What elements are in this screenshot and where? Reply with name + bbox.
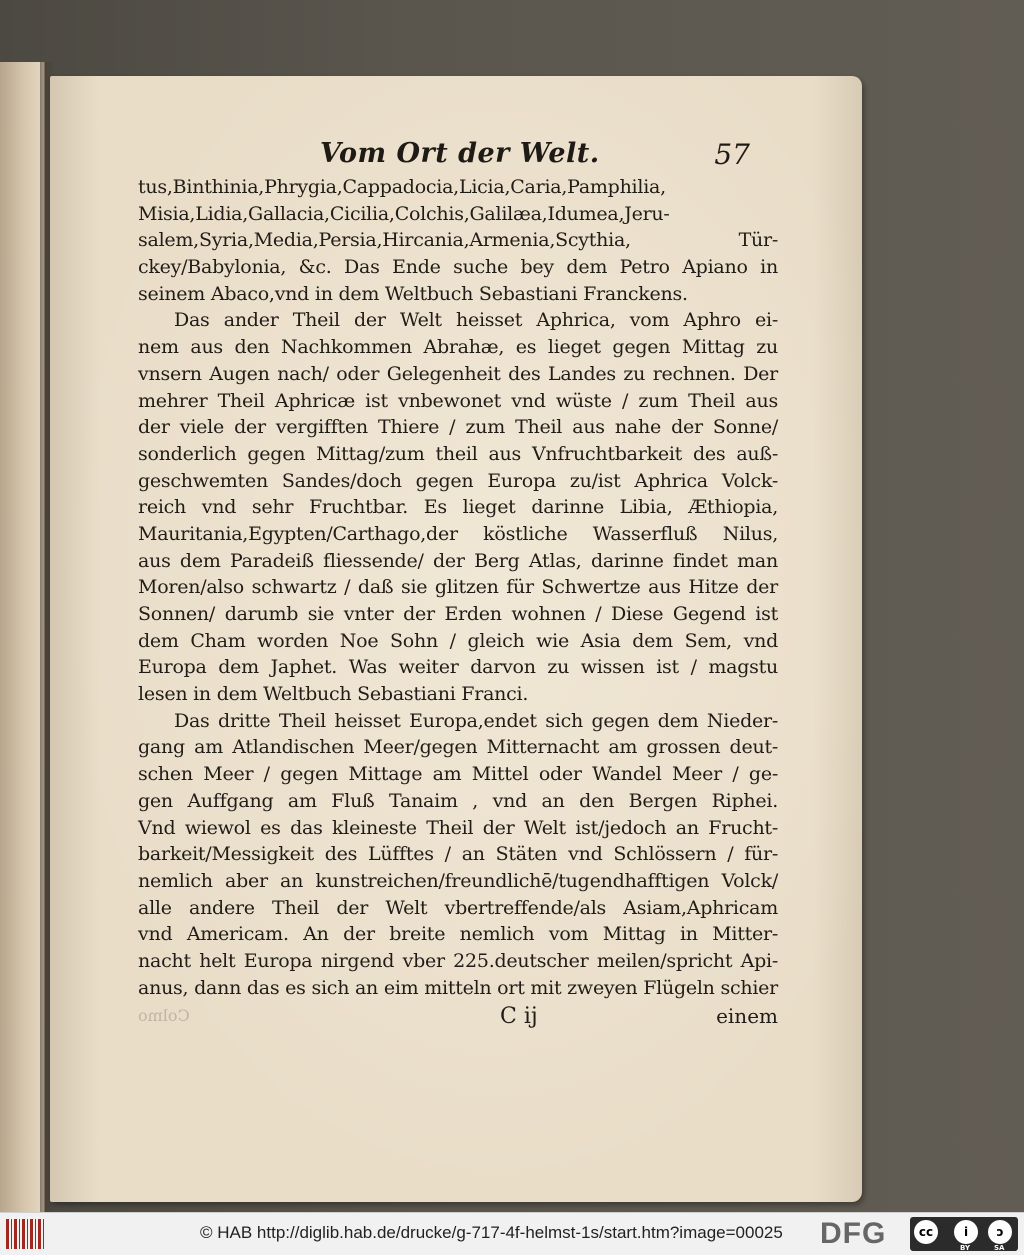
text-line: salem,Syria,Media,Persia,Hircania,Armenia,Scythia, Tür- bbox=[138, 229, 778, 252]
page-footer bbox=[138, 1004, 778, 1034]
text-line: barkeit/Messigkeit des Lüfftes / an Stäten vnd Schlössern / für- bbox=[138, 843, 778, 866]
text-line: ckey/Babylonia, &c. Das Ende suche bey dem Petro Apiano in bbox=[138, 256, 778, 279]
text-line: Misia,Lidia,Gallacia,Cicilia,Colchis,Galilæa,Idumea,Jeru- bbox=[138, 202, 670, 225]
running-title: Vom Ort der Welt. bbox=[320, 138, 600, 169]
text-line: schen Meer / gegen Mittage am Mittel oder Wandel Meer / ge- bbox=[138, 763, 778, 786]
text-line: gen Auffgang am Fluß Tanaim , vnd an den Bergen Riphei. bbox=[138, 789, 778, 812]
text-line: Mauritania,Egypten/Carthago,der köstliche Wasserfluß Nilus, bbox=[138, 522, 778, 545]
by-label: BY bbox=[960, 1244, 971, 1252]
copyright-link[interactable]: © HAB http://diglib.hab.de/drucke/g-717-4f-helmst-1s/start.htm?image=00025 bbox=[200, 1223, 783, 1242]
text-line: seinem Abaco,vnd in dem Weltbuch Sebastiani Franckens. bbox=[138, 282, 688, 305]
scanned-page bbox=[50, 76, 862, 1202]
text-line: sonderlich gegen Mittag/zum theil aus Vnfruchtbarkeit des auß- bbox=[138, 442, 778, 465]
page-body-text bbox=[138, 174, 778, 1001]
previous-page-edge bbox=[0, 62, 45, 1212]
text-line: Europa dem Japhet. Was weiter darvon zu wissen ist / magstu bbox=[138, 656, 778, 679]
by-icon: i bbox=[954, 1220, 978, 1244]
text-line: lesen in dem Weltbuch Sebastiani Franci. bbox=[138, 683, 529, 706]
text-line: nemlich aber an kunstreichen/freundlichē/tugendhafftigen Volck/ bbox=[138, 869, 778, 892]
text-line: der viele der vergifften Thiere / zum Theil aus nahe der Sonne/ bbox=[138, 416, 778, 439]
cc-icon: cc bbox=[914, 1220, 938, 1244]
dfg-logo: DFG bbox=[820, 1217, 887, 1250]
text-line: nacht helt Europa nirgend vber 225.deutscher meilen/spricht Api- bbox=[138, 949, 778, 972]
text-line: tus,Binthinia,Phrygia,Cappadocia,Licia,Caria,Pamphilia, bbox=[138, 176, 666, 198]
text-line: Das dritte Theil heisset Europa,endet sich gegen dem Nieder- bbox=[174, 709, 778, 732]
signature-mark: C ij bbox=[500, 1004, 538, 1029]
text-line: Vnd wiewol es das kleineste Theil der Welt ist/jedoch an Frucht- bbox=[138, 816, 778, 839]
page-number: 57 bbox=[714, 138, 750, 171]
library-logo-icon bbox=[6, 1219, 46, 1249]
text-line: gang am Atlandischen Meer/gegen Mitternacht am grossen deut- bbox=[138, 736, 778, 759]
show-through-text: Colmo bbox=[138, 1006, 190, 1025]
text-line: dem Cham worden Noe Sohn / gleich wie Asia dem Sem, vnd bbox=[138, 629, 778, 652]
text-line: nem aus den Nachkommen Abrahæ, es lieget gegen Mittag zu bbox=[138, 336, 778, 359]
sa-label: SA bbox=[994, 1244, 1005, 1252]
text-line: mehrer Theil Aphricæ ist vnbewonet vnd wüste / zum Theil aus bbox=[138, 389, 778, 412]
text-line: vnsern Augen nach/ oder Gelegenheit des Landes zu rechnen. Der bbox=[138, 362, 778, 385]
text-line: Moren/also schwartz / daß sie glitzen für Schwertze aus Hitze der bbox=[138, 576, 778, 599]
text-line: alle andere Theil der Welt vbertreffende/als Asiam,Aphricam bbox=[138, 896, 778, 919]
text-line: aus dem Paradeiß fliessende/ der Berg Atlas, darinne findet man bbox=[138, 549, 778, 572]
catchword: einem bbox=[716, 1004, 778, 1028]
page-header bbox=[320, 138, 750, 174]
text-line: anus, dann das es sich an eim mitteln ort mit zweyen Flügeln schier bbox=[138, 976, 778, 999]
text-line: reich vnd sehr Fruchtbar. Es lieget darinne Libia, Æthiopia, bbox=[138, 496, 778, 519]
text-line: vnd Americam. An der breite nemlich vom Mittag in Mitter- bbox=[138, 923, 778, 946]
viewer-footer-bar bbox=[0, 1212, 1024, 1255]
text-line: geschwemten Sandes/doch gegen Europa zu/ist Aphrica Volck- bbox=[138, 469, 778, 492]
cc-license-badge[interactable] bbox=[910, 1217, 1018, 1251]
text-line: Sonnen/ darumb sie vnter der Erden wohnen / Diese Gegend ist bbox=[138, 603, 778, 625]
sa-icon: ↄ bbox=[988, 1220, 1012, 1244]
text-line: Das ander Theil der Welt heisset Aphrica, vom Aphro ei- bbox=[174, 309, 778, 332]
